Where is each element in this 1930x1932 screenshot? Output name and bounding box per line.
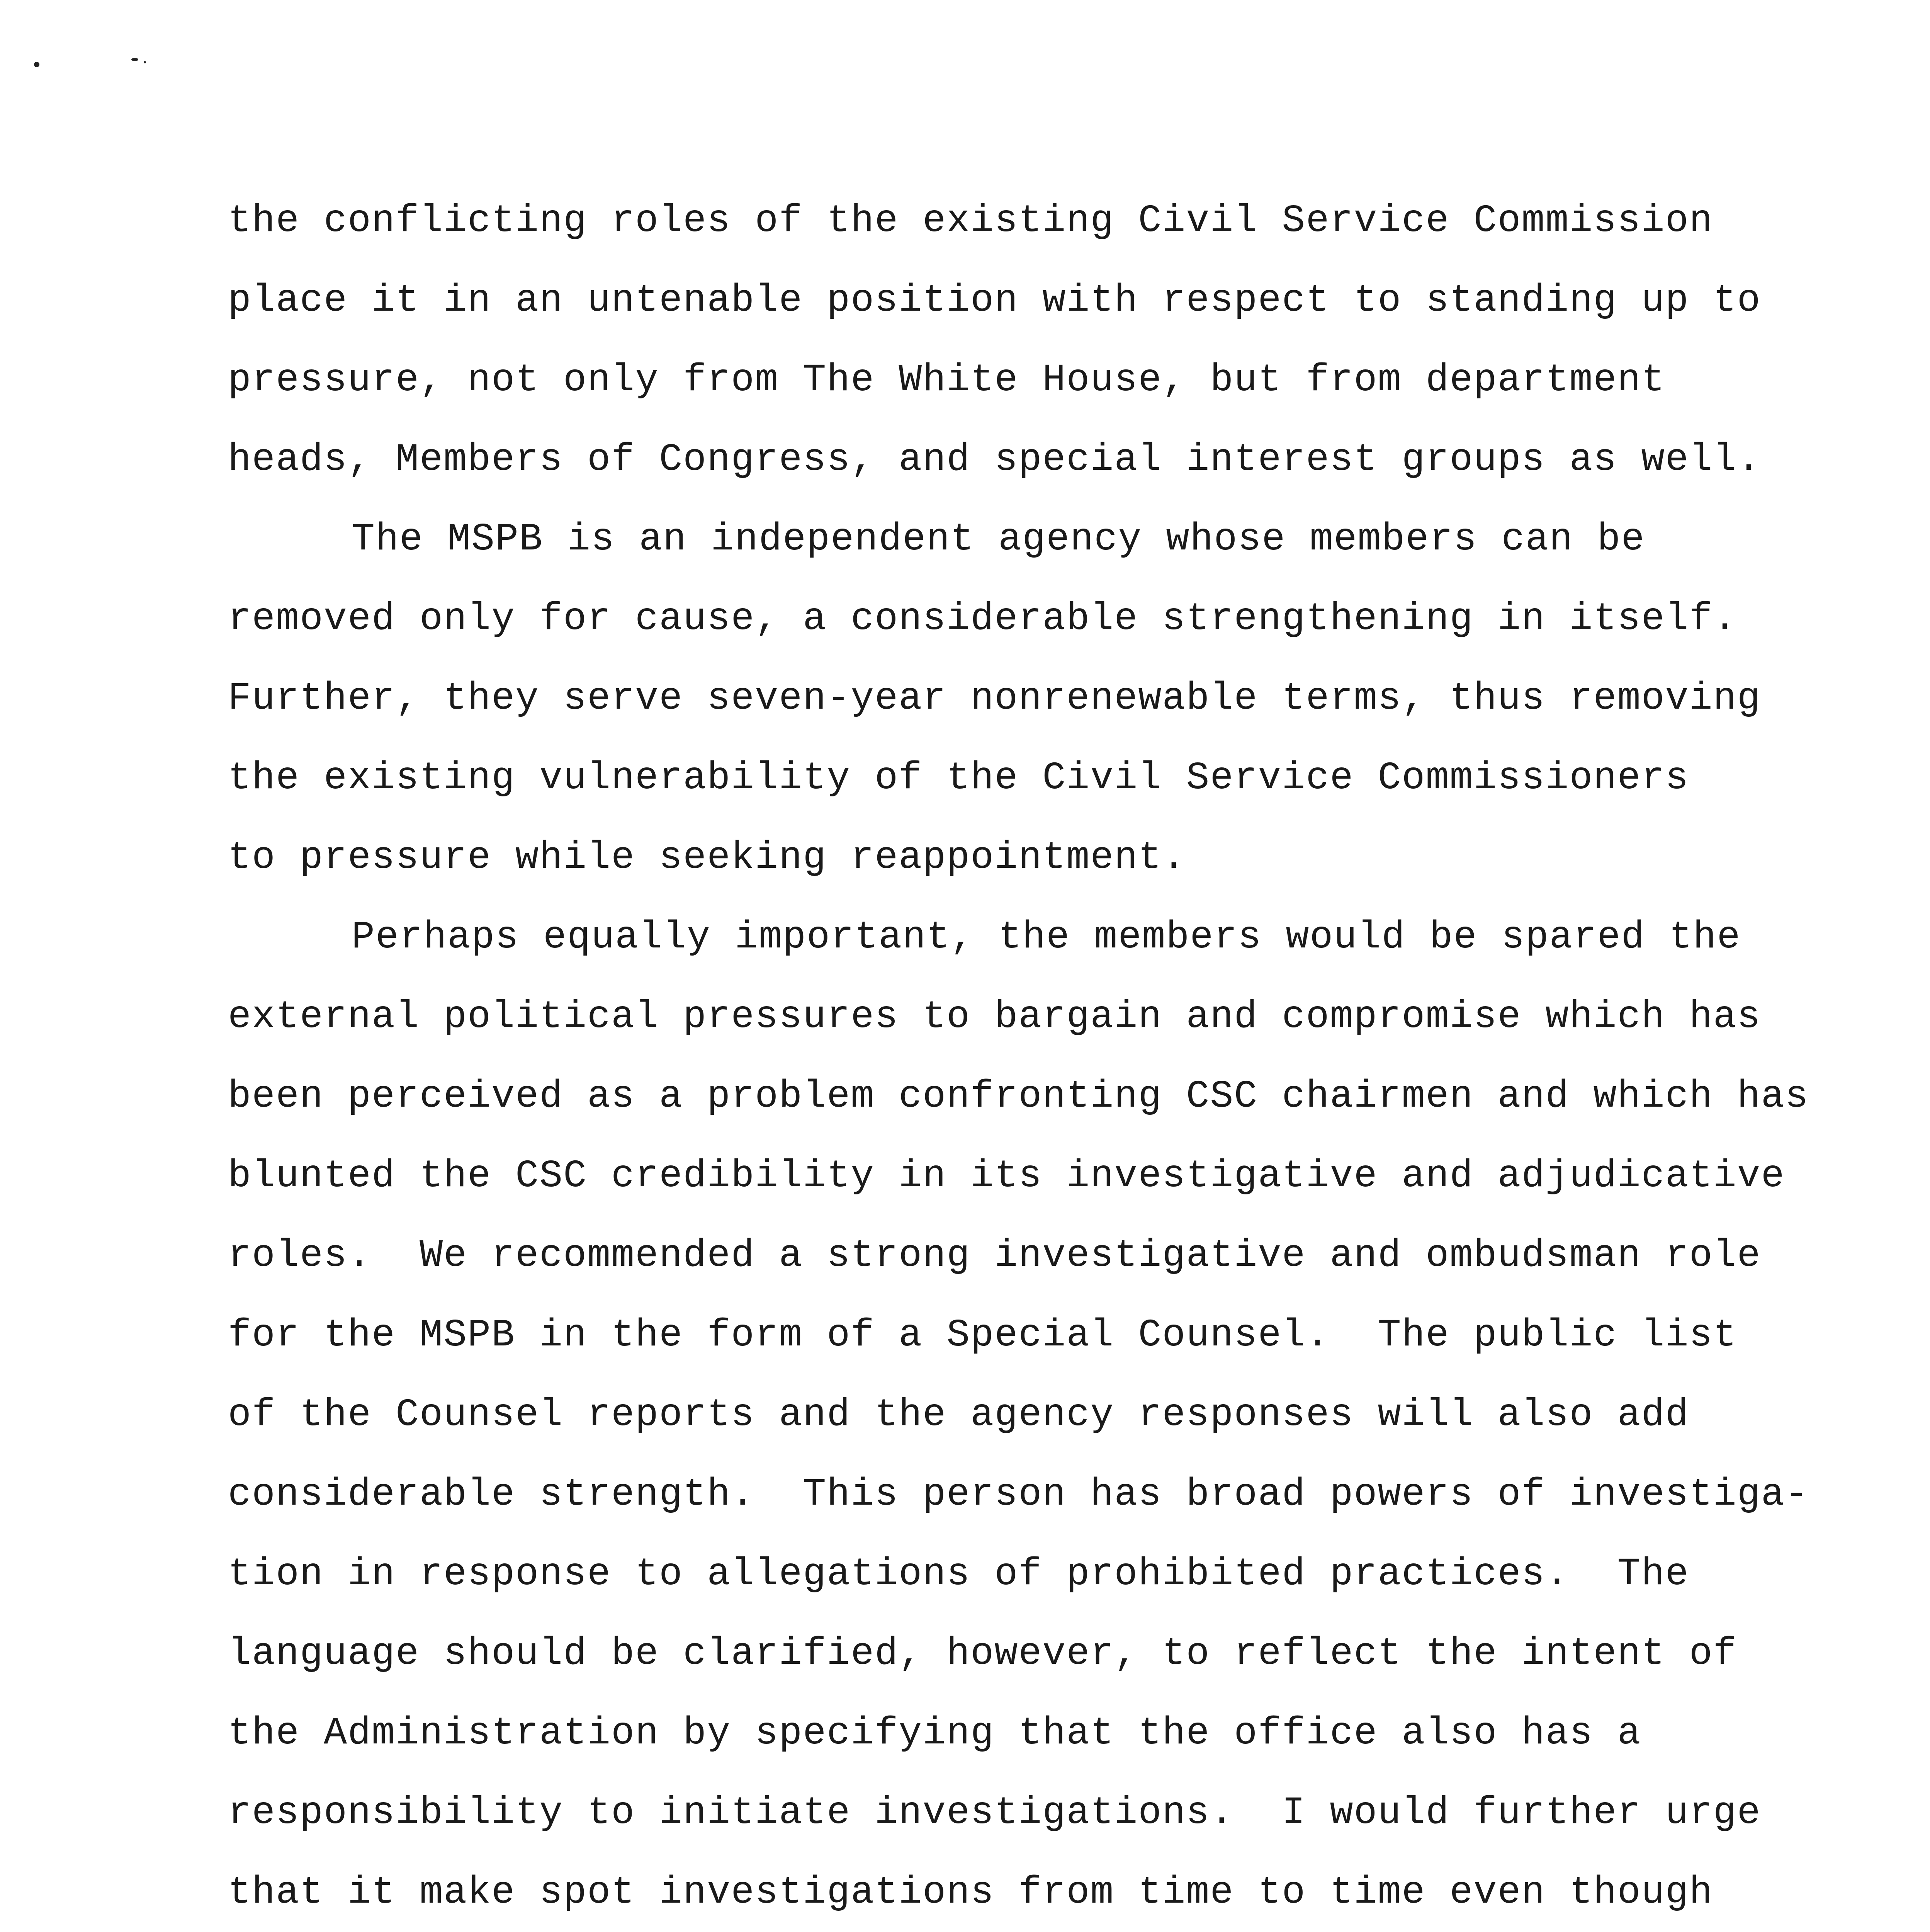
text-line: tion in response to allegations of prohibited practices. The — [228, 1553, 1689, 1596]
text-line: removed only for cause, a considerable strengthening in itself. — [228, 597, 1737, 641]
text-line: the existing vulnerability of the Civil Service Commissioners — [228, 757, 1689, 800]
text-line: place it in an untenable position with respect to standing up to — [228, 279, 1761, 323]
text-line: blunted the CSC credibility in its investigative and adjudicative — [228, 1155, 1785, 1198]
text-line: for the MSPB in the form of a Special Counsel. The public list — [228, 1314, 1737, 1357]
paragraph-first-line: Perhaps equally important, the members would be spared the — [352, 916, 1741, 959]
text-line: Further, they serve seven-year nonrenewable terms, thus removing — [228, 677, 1761, 721]
body-text — [228, 182, 1881, 1932]
paragraph-first-line: The MSPB is an independent agency whose members can be — [352, 518, 1645, 561]
text-line: external political pressures to bargain and compromise which has — [228, 995, 1761, 1039]
scan-speck — [34, 62, 39, 67]
scan-speck — [144, 61, 146, 63]
text-line: the Administration by specifying that the office also has a — [228, 1712, 1641, 1755]
text-line: considerable strength. This person has broad powers of investiga- — [228, 1473, 1809, 1517]
text-line: heads, Members of Congress, and special interest groups as well. — [228, 438, 1761, 482]
scan-speck — [131, 58, 138, 61]
text-line: roles. We recommended a strong investigative and ombudsman role — [228, 1234, 1761, 1278]
text-line: language should be clarified, however, to reflect the intent of — [228, 1632, 1737, 1676]
text-line: been perceived as a problem confronting CSC chairmen and which has — [228, 1075, 1809, 1119]
text-line: that it make spot investigations from time to time even though — [228, 1871, 1713, 1915]
text-line: the conflicting roles of the existing Civil Service Commission — [228, 199, 1713, 243]
text-line: to pressure while seeking reappointment. — [228, 836, 1186, 880]
text-line: pressure, not only from The White House, but from department — [228, 359, 1665, 402]
text-line: responsibility to initiate investigations. I would further urge — [228, 1791, 1761, 1835]
text-line: of the Counsel reports and the agency responses will also add — [228, 1393, 1689, 1437]
